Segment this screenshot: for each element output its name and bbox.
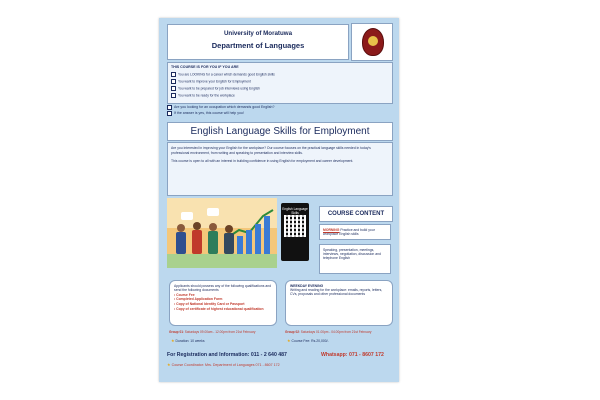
course-title: English Language Skills for Employment: [167, 122, 393, 141]
question-line: Are you looking for an occupation which demands good English?: [167, 104, 391, 110]
star-icon: ★: [171, 338, 175, 343]
professionals-illustration: [167, 198, 312, 268]
star-icon: ★: [287, 338, 291, 343]
eligibility-item: You want to be ready for the workplace: [171, 93, 235, 98]
morning-detail-box: [319, 244, 391, 274]
checkbox-icon: [171, 86, 176, 91]
morning-label: MORNING: [323, 228, 340, 232]
group-schedule: Group 02: Saturdays 01.00pm - 04.00pm from 21st February: [285, 330, 372, 334]
checkbox-icon: [167, 105, 172, 110]
qr-code-icon: [284, 215, 306, 237]
workday-label: WEEKDAY EVENING: [290, 284, 324, 288]
crest-icon: [362, 28, 384, 56]
workday-box: [285, 280, 393, 326]
qr-card-title: English Language Skills: [282, 207, 308, 215]
intro-paragraph: This course is open to all with an interest in building confidence in using English for employment and career development.: [171, 158, 354, 163]
checkbox-icon: [171, 79, 176, 84]
question-line: If the answer is yes, this course will help you!: [167, 110, 391, 116]
coordinator-info: ★ Course Coordinator: Mrs. Department of Languages 071 - 8607 172: [167, 362, 280, 367]
eligibility-item: You want to be prepared for job interviews using English: [171, 86, 260, 91]
application-item: • Copy of certificate of highest educational qualification: [174, 306, 264, 311]
application-item: • Course Fee: [174, 292, 195, 297]
morning-text: Practice and build your workplace English skills: [323, 228, 375, 236]
star-icon: ★: [167, 362, 171, 367]
checkbox-icon: [167, 111, 172, 116]
morning-detail: Speaking, presentation, meetings, interviews, negotiation, discussion and telephone English: [323, 248, 381, 260]
qr-card: [281, 203, 309, 261]
university-logo: [351, 23, 393, 61]
checkbox-icon: [171, 72, 176, 77]
duration-line: ★ Course Fee: Rs.20,000/-: [287, 338, 329, 343]
workday-text: Writing and reading for the workplace: emails, reports, letters, CVs, proposals and other professional documents: [290, 288, 383, 296]
checkbox-icon: [171, 93, 176, 98]
intro-section: [167, 142, 393, 196]
whatsapp-info: Whatsapp: 071 - 8607 172: [321, 352, 384, 358]
questions-section: [167, 104, 391, 119]
duration-line: ★ Duration: 10 weeks: [171, 338, 205, 343]
intro-paragraph: Are you interested in improving your English for the workplace? Our course focuses on the practical language skills needed in today's professional environment, from writing and speaking to presentation and interview skills.: [171, 146, 371, 155]
application-heading: Applicants should possess any of the following qualifications and send the following documents: [174, 284, 272, 293]
morning-box: [319, 224, 391, 240]
course-content-heading: COURSE CONTENT: [319, 206, 393, 222]
header-box: [167, 24, 349, 60]
application-item: • Completed Application Form: [174, 297, 223, 302]
eligibility-heading: THIS COURSE IS FOR YOU IF YOU ARE: [171, 65, 239, 69]
department-name: Department of Languages: [211, 41, 305, 50]
group-schedule: Group 01: Saturdays 09.00am - 12.00pm from 21st February: [169, 330, 256, 334]
university-name: University of Moratuwa: [223, 30, 293, 37]
registration-info: For Registration and Information: 011 - 2 640 487: [167, 352, 287, 358]
course-flyer: [159, 18, 399, 382]
application-item: • Copy of National Identity Card or Passport: [174, 302, 245, 306]
eligibility-item: You are LOOKING for a career which demands good English skills: [171, 72, 275, 77]
eligibility-item: You want to improve your English for Employment: [171, 79, 251, 84]
application-box: [169, 280, 277, 326]
eligibility-section: [167, 62, 393, 104]
